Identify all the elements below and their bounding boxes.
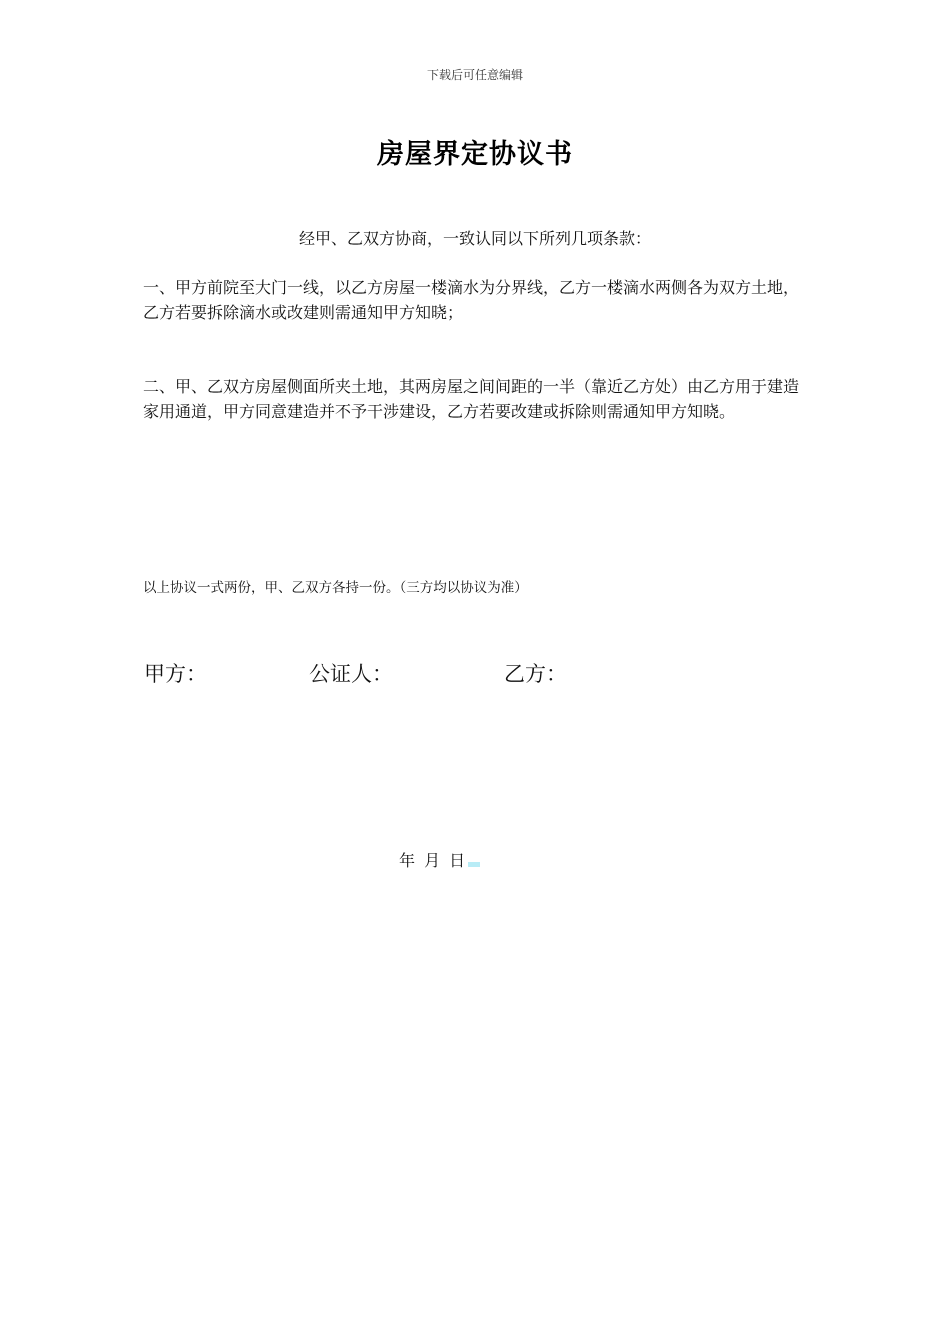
text-cursor-highlight bbox=[468, 862, 480, 867]
header-note: 下载后可任意编辑 bbox=[426, 68, 523, 82]
party-a-signature-label: 甲方： bbox=[144, 662, 207, 686]
intro-paragraph: 经甲、乙双方协商，一致认同以下所列几项条款： bbox=[298, 229, 651, 248]
clause-2: 二、甲、乙双方房屋侧面所夹土地，其两房屋之间间距的一半（靠近乙方处）由乙方用于建造家用通道，甲方同意建造并不予干涉建设，乙方若要改建或拆除则需通知甲方知晓。 bbox=[143, 377, 800, 421]
date-line bbox=[399, 848, 480, 871]
clause-1: 一、甲方前院至大门一线，以乙方房屋一楼滴水为分界线，乙方一楼滴水两侧各为双方土地，乙方若要拆除滴水或改建则需通知甲方知晓； bbox=[143, 278, 800, 322]
party-b-signature-label: 乙方： bbox=[504, 662, 567, 686]
copies-note: 以上协议一式两份，甲、乙双方各持一份。（三方均以协议为准） bbox=[143, 580, 528, 596]
notary-signature-label: 公证人： bbox=[309, 662, 393, 686]
document-title: 房屋界定协议书 bbox=[377, 139, 573, 170]
date-text: 年 月 日 bbox=[399, 851, 468, 870]
